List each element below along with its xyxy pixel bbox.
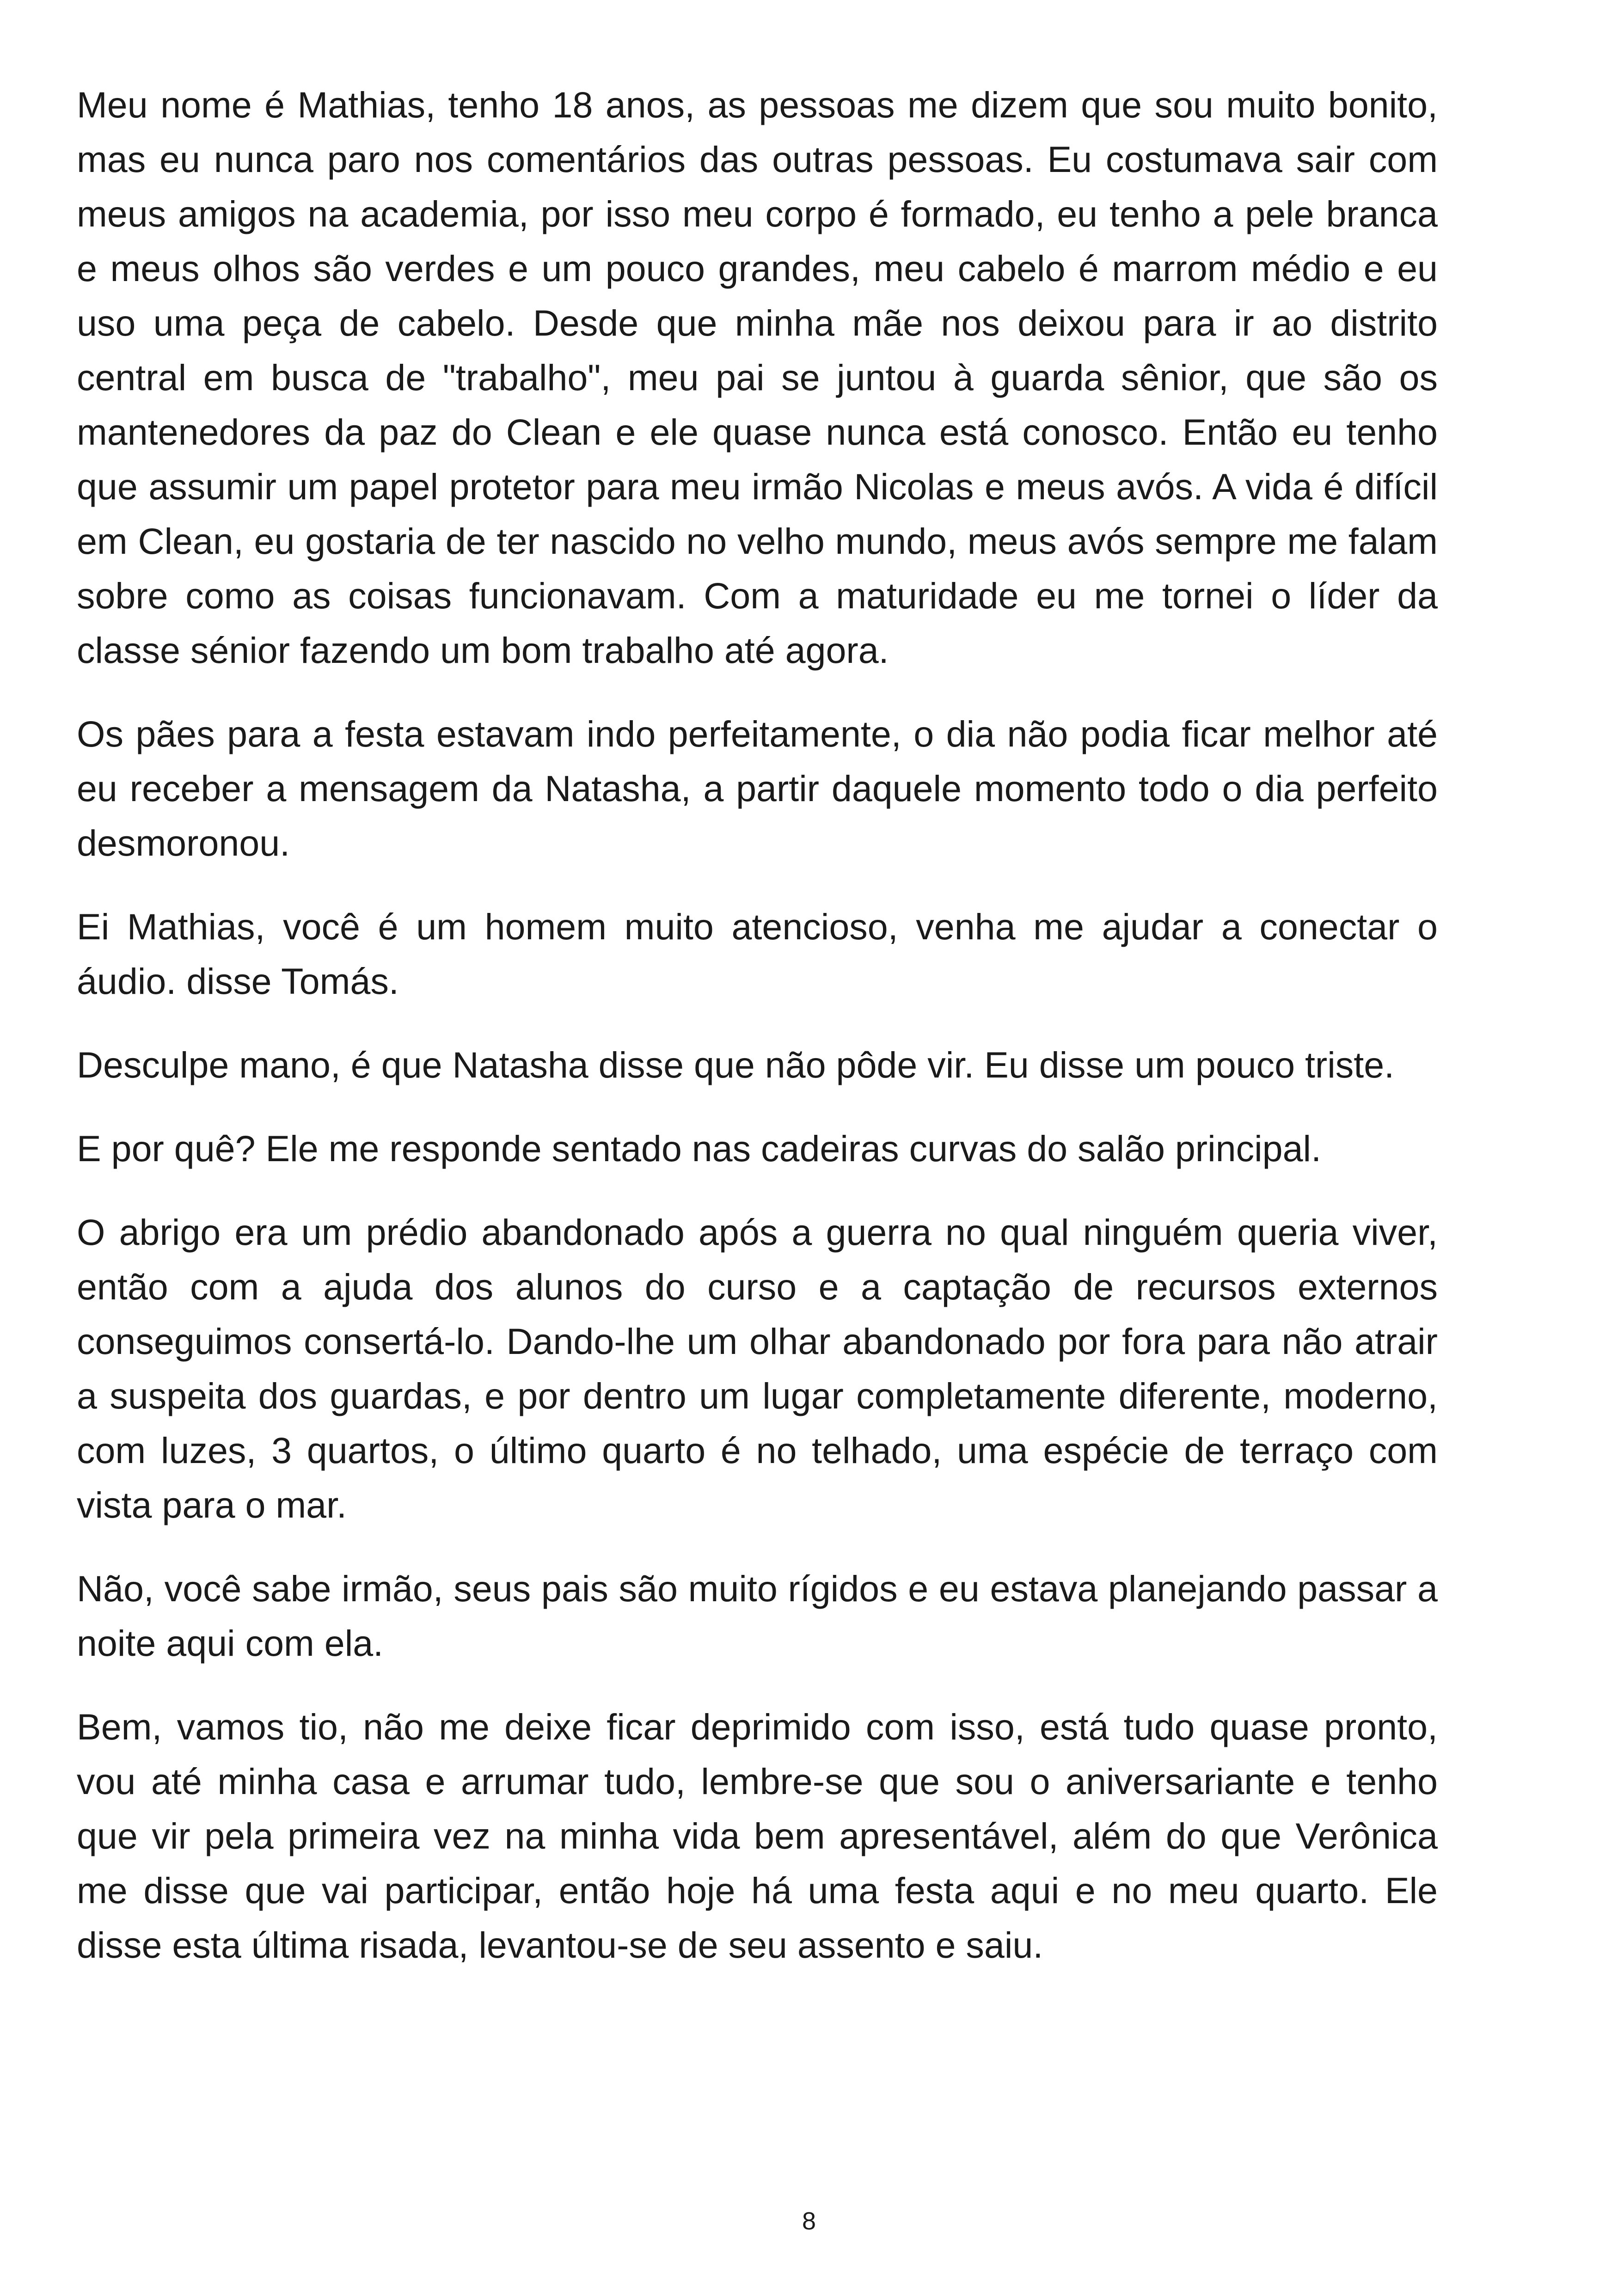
paragraph: Não, você sabe irmão, seus pais são muito rígidos e eu estava planejando passar a noite aqui com ela. [77, 1568, 1438, 1664]
page-number: 8 [802, 2207, 816, 2235]
paragraph: Bem, vamos tio, não me deixe ficar deprimido com isso, está tudo quase pronto, vou até minha casa e arrumar tudo, lembre-se que sou o aniversariante e tenho que vir pela primeira vez na minha vida bem apresentável, além do que Verônica me disse que vai participar, então hoje há uma festa aqui e no meu quarto. Ele disse esta última risada, levantou-se de seu assento e saiu. [77, 1706, 1438, 1965]
paragraph: O abrigo era um prédio abandonado após a guerra no qual ninguém queria viver, então com a ajuda dos alunos do curso e a captação de recursos externos conseguimos consertá-lo. Dando-lhe um olhar abandonado por fora para não atrair a suspeita dos guardas, e por dentro um lugar completamente diferente, moderno, com luzes, 3 quartos, o último quarto é no telhado, uma espécie de terraço com vista para o mar. [77, 1212, 1438, 1525]
paragraph: Os pães para a festa estavam indo perfeitamente, o dia não podia ficar melhor até eu receber a mensagem da Natasha, a partir daquele momento todo o dia perfeito desmoronou. [77, 713, 1438, 863]
paragraph: E por quê? Ele me responde sentado nas cadeiras curvas do salão principal. [77, 1128, 1322, 1169]
paragraph: Ei Mathias, você é um homem muito atencioso, venha me ajudar a conectar o áudio. disse Tomás. [77, 906, 1438, 1002]
paragraph: Meu nome é Mathias, tenho 18 anos, as pessoas me dizem que sou muito bonito, mas eu nunca paro nos comentários das outras pessoas. Eu costumava sair com meus amigos na academia, por isso meu corpo é formado, eu tenho a pele branca e meus olhos são verdes e um pouco grandes, meu cabelo é marrom médio e eu uso uma peça de cabelo. Desde que minha mãe nos deixou para ir ao distrito central em busca de "trabalho", meu pai se juntou à guarda sênior, que são os mantenedores da paz do Clean e ele quase nunca está conosco. Então eu tenho que assumir um papel protetor para meu irmão Nicolas e meus avós. A vida é difícil em Clean, eu gostaria de ter nascido no velho mundo, meus avós sempre me falam sobre como as coisas funcionavam. Com a maturidade eu me tornei o líder da classe sénior fazendo um bom trabalho até agora. [77, 84, 1438, 671]
body-text [77, 78, 1438, 2002]
paragraph: Desculpe mano, é que Natasha disse que não pôde vir. Eu disse um pouco triste. [77, 1044, 1395, 1085]
